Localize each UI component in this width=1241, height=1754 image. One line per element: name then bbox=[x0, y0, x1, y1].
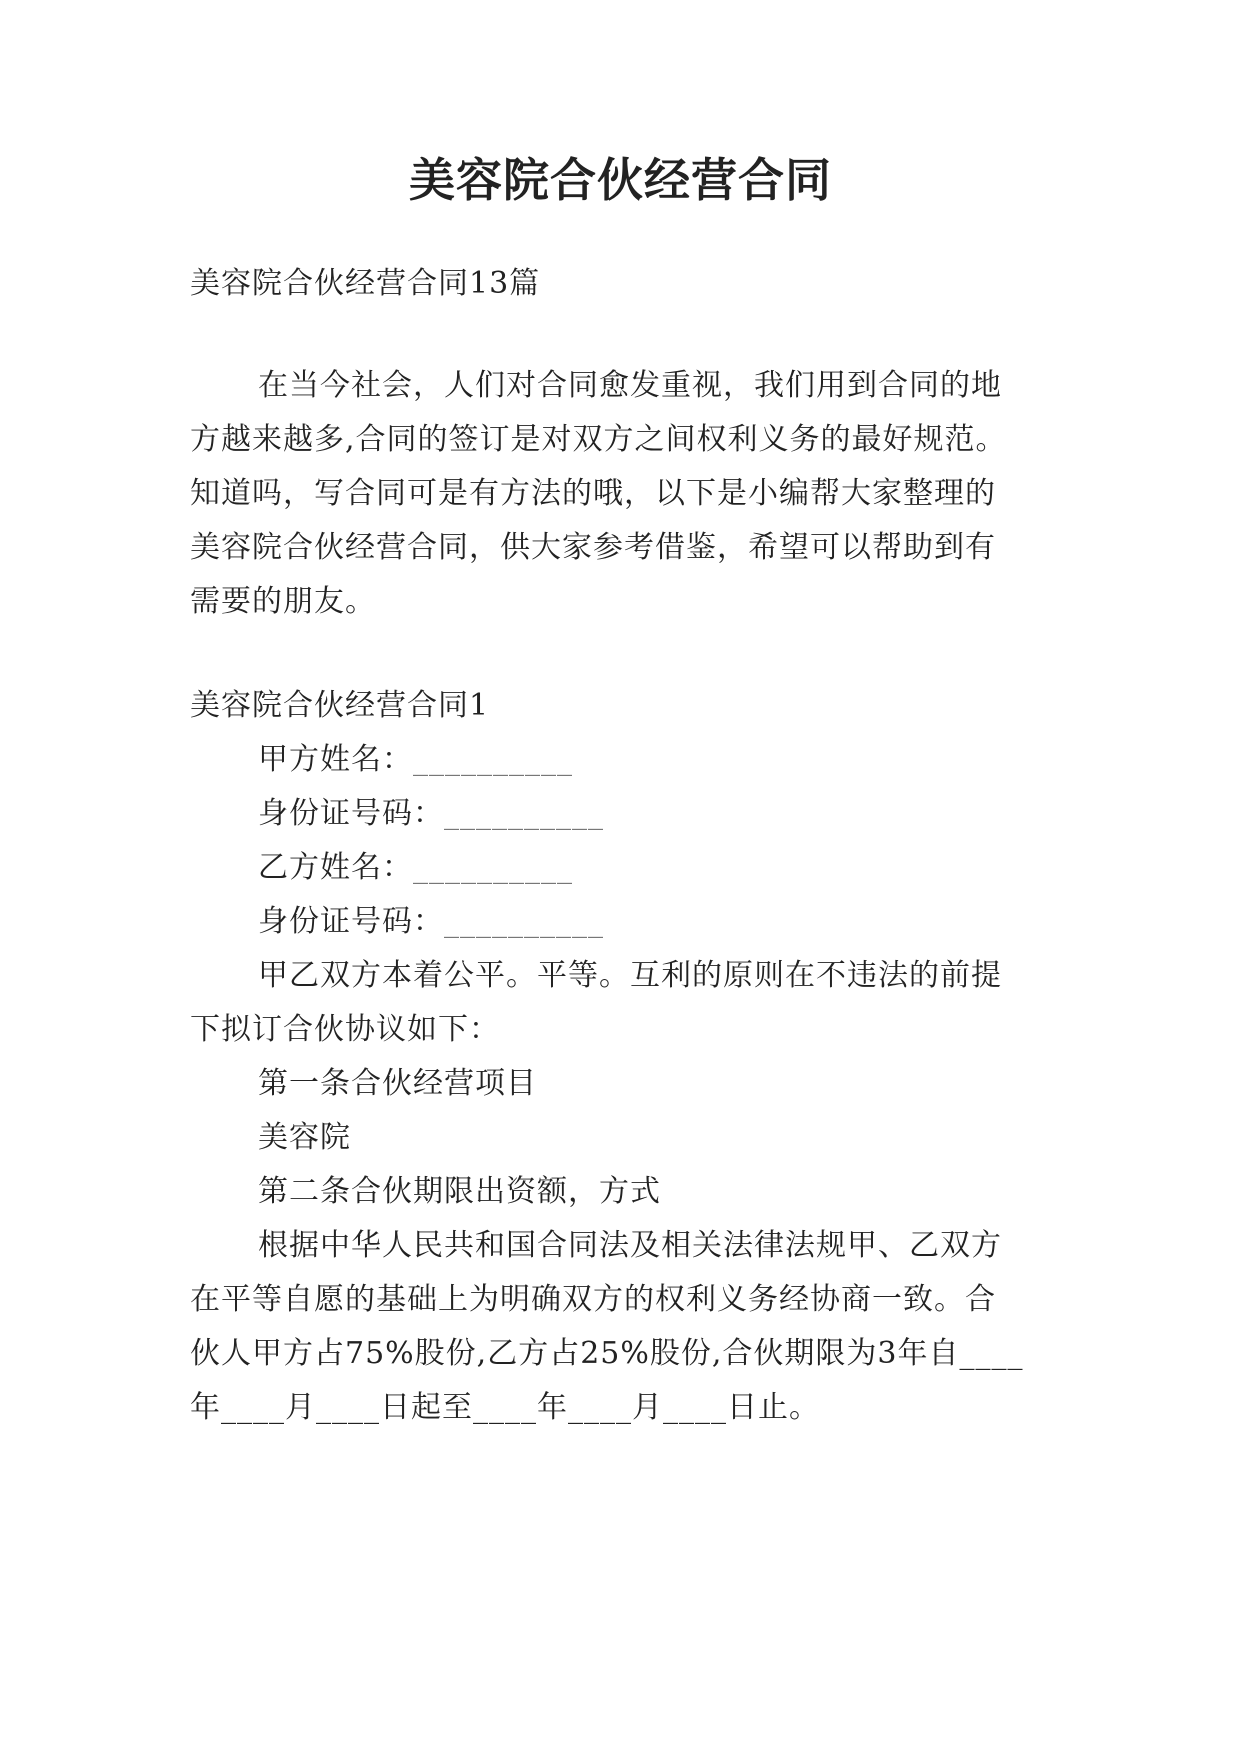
article-2-title: 第二条合伙期限出资额，方式 bbox=[258, 1174, 661, 1209]
intro-line-5: 需要的朋友。 bbox=[190, 584, 376, 619]
article-2-line-2: 在平等自愿的基础上为明确双方的权利义务经协商一致。合 bbox=[190, 1282, 996, 1317]
field-party-b-name bbox=[258, 848, 1118, 888]
field-party-a-name bbox=[258, 740, 1118, 780]
article-1-title: 第一条合伙经营项目 bbox=[258, 1066, 537, 1101]
fill-blank: __________ bbox=[413, 850, 573, 885]
field-label: 甲方姓名： bbox=[258, 742, 413, 777]
principle-line-2: 下拟订合伙协议如下： bbox=[190, 1012, 500, 1047]
intro-line-1: 在当今社会，人们对合同愈发重视，我们用到合同的地 bbox=[258, 368, 1002, 403]
article-2-line-1: 根据中华人民共和国合同法及相关法律法规甲、乙双方 bbox=[258, 1228, 1002, 1263]
fill-blank: __________ bbox=[413, 742, 573, 777]
field-label: 身份证号码： bbox=[258, 796, 444, 831]
section-title: 美容院合伙经营合同1 bbox=[190, 688, 490, 723]
field-party-a-id bbox=[258, 794, 1118, 834]
principle-line-1: 甲乙双方本着公平。平等。互利的原则在不违法的前提 bbox=[258, 958, 1002, 993]
article-2-line-4: 年____月____日起至____年____月____日止。 bbox=[190, 1390, 820, 1425]
fill-blank: __________ bbox=[444, 796, 604, 831]
article-1-body: 美容院 bbox=[258, 1120, 351, 1155]
intro-line-3: 知道吗，写合同可是有方法的哦，以下是小编帮大家整理的 bbox=[190, 476, 996, 511]
fill-blank: __________ bbox=[444, 904, 604, 939]
document-title: 美容院合伙经营合同 bbox=[409, 153, 832, 207]
field-label: 乙方姓名： bbox=[258, 850, 413, 885]
article-2-line-3: 伙人甲方占75%股份,乙方占25%股份,合伙期限为3年自____ bbox=[190, 1336, 1024, 1371]
intro-line-4: 美容院合伙经营合同，供大家参考借鉴，希望可以帮助到有 bbox=[190, 530, 996, 565]
document-subtitle: 美容院合伙经营合同13篇 bbox=[190, 266, 541, 301]
field-party-b-id bbox=[258, 902, 1118, 942]
intro-line-2: 方越来越多,合同的签订是对双方之间权利义务的最好规范。 bbox=[190, 422, 1007, 457]
field-label: 身份证号码： bbox=[258, 904, 444, 939]
